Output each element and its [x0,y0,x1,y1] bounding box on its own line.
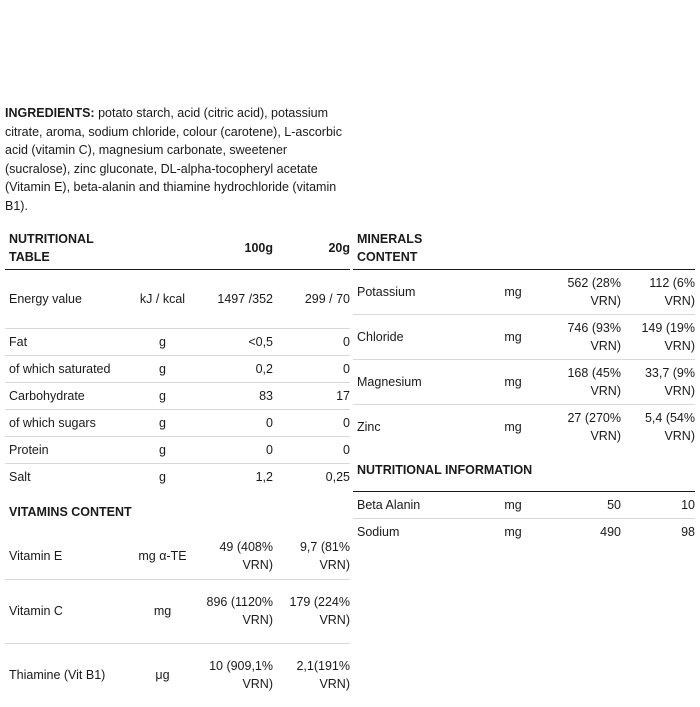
info-unit: mg [504,497,522,512]
minerals-header-row [353,227,695,269]
mineral-row [353,269,695,314]
mineral-value-100g: 27 (270% VRN) [543,404,623,449]
nutrition-name: Salt [5,463,125,490]
nutrition-row [5,355,350,382]
nutrition-row [5,328,350,355]
vitamin-row [5,534,350,579]
nutrition-value-20g: 0 [275,328,350,355]
nutrition-unit: g [125,328,200,355]
nutrition-header-row [5,227,350,269]
vitamins-title: VITAMINS CONTENT [9,505,132,519]
vitamin-value-20g: 2,1(191% VRN) [275,643,350,707]
mineral-row [353,314,695,359]
mineral-value-20g: 5,4 (54% VRN) [623,404,695,449]
minerals-table [353,227,695,545]
info-value-100g: 490 [543,518,623,545]
info-value-20g: 98 [623,518,695,545]
vitamin-value-100g: 896 (1120% VRN) [200,579,275,643]
nutrition-value-100g: 0 [200,409,275,436]
nutrition-name: Energy value [9,291,82,306]
mineral-row [353,404,695,449]
ingredients-text [5,104,345,216]
mineral-unit: mg [504,284,522,299]
nutrition-value-100g: 1497 /352 [217,291,273,306]
nutrition-unit: g [125,382,200,409]
nutrition-row [5,436,350,463]
nutrition-row [5,269,350,328]
vitamin-name: Thiamine (Vit B1) [5,643,125,707]
nutrition-value-20g: 0 [275,409,350,436]
mineral-name: Zinc [353,404,483,449]
mineral-unit: mg [483,359,543,404]
nutrition-row [5,382,350,409]
nutrition-value-20g: 0,25 [275,463,350,490]
mineral-name: Potassium [357,284,416,299]
info-unit: mg [483,518,543,545]
info-value-20g: 10 [681,497,695,512]
col-100g-header: 100g [200,227,275,269]
minerals-title: MINERALS CONTENT [353,227,483,269]
vitamin-name: Vitamin E [9,549,63,564]
nutrition-name: of which sugars [5,409,125,436]
col-20g-header: 20g [275,227,350,269]
vitamin-unit: mg α-TE [138,549,187,564]
nutrition-name: of which saturated [5,355,125,382]
info-name: Sodium [353,518,483,545]
mineral-value-20g: 33,7 (9% VRN) [623,359,695,404]
nutrition-value-100g: 0 [200,436,275,463]
nutrition-value-20g: 0 [275,436,350,463]
nutrition-value-100g: 83 [200,382,275,409]
nutrition-value-100g: 0,2 [200,355,275,382]
mineral-unit: mg [483,404,543,449]
vitamin-value-20g: 179 (224% VRN) [275,579,350,643]
nutrition-value-20g: 17 [275,382,350,409]
ingredients-list: potato starch, acid (citric acid), potassium citrate, aroma, sodium chloride, colour (carotene), L-ascorbic acid (vitamin C), magnesium carbonate, sweetener (sucralose), zinc gluconate, DL-alpha-tocopheryl acetate (Vitamin E), beta-alanin and thiamine hydrochloride (vitamin B1). [5,106,342,213]
info-name: Beta Alanin [357,497,421,512]
nutrition-title: NUTRITIONAL TABLE [5,227,125,269]
nutrition-unit: g [125,355,200,382]
info-header-row [353,449,695,491]
vitamin-value-100g: 49 (408% VRN) [219,540,273,573]
vitamin-row [5,643,350,707]
nutrition-name: Carbohydrate [5,382,125,409]
ingredients-label: INGREDIENTS: [5,106,95,120]
nutrition-unit: g [125,463,200,490]
mineral-value-100g: 746 (93% VRN) [543,314,623,359]
mineral-value-20g: 112 (6% VRN) [649,275,695,308]
mineral-value-20g: 149 (19% VRN) [623,314,695,359]
vitamin-row [5,579,350,643]
nutrition-unit: g [125,436,200,463]
nutrition-row [5,463,350,490]
nutrition-unit: kJ / kcal [139,291,186,306]
nutrition-unit: g [125,409,200,436]
mineral-unit: mg [483,314,543,359]
mineral-name: Chloride [353,314,483,359]
vitamin-name: Vitamin C [5,579,125,643]
info-title: NUTRITIONAL INFORMATION [353,449,543,491]
nutrition-name: Protein [5,436,125,463]
mineral-value-100g: 168 (45% VRN) [543,359,623,404]
vitamin-unit: mg [125,579,200,643]
vitamin-value-100g: 10 (909,1% VRN) [200,643,275,707]
nutrition-table [5,227,350,707]
nutrition-value-100g: <0,5 [200,328,275,355]
vitamin-unit: μg [125,643,200,707]
mineral-value-100g: 562 (28% VRN) [567,275,621,308]
vitamin-value-20g: 9,7 (81% VRN) [299,540,350,573]
mineral-row [353,359,695,404]
nutrition-value-100g: 1,2 [200,463,275,490]
nutrition-value-20g: 0 [275,355,350,382]
mineral-name: Magnesium [353,359,483,404]
info-row [353,518,695,545]
info-value-100g: 50 [607,497,621,512]
nutrition-row [5,409,350,436]
nutrition-name: Fat [5,328,125,355]
info-row [353,491,695,518]
vitamins-header-row [5,490,350,534]
nutrition-value-20g: 299 / 70 [304,291,350,306]
